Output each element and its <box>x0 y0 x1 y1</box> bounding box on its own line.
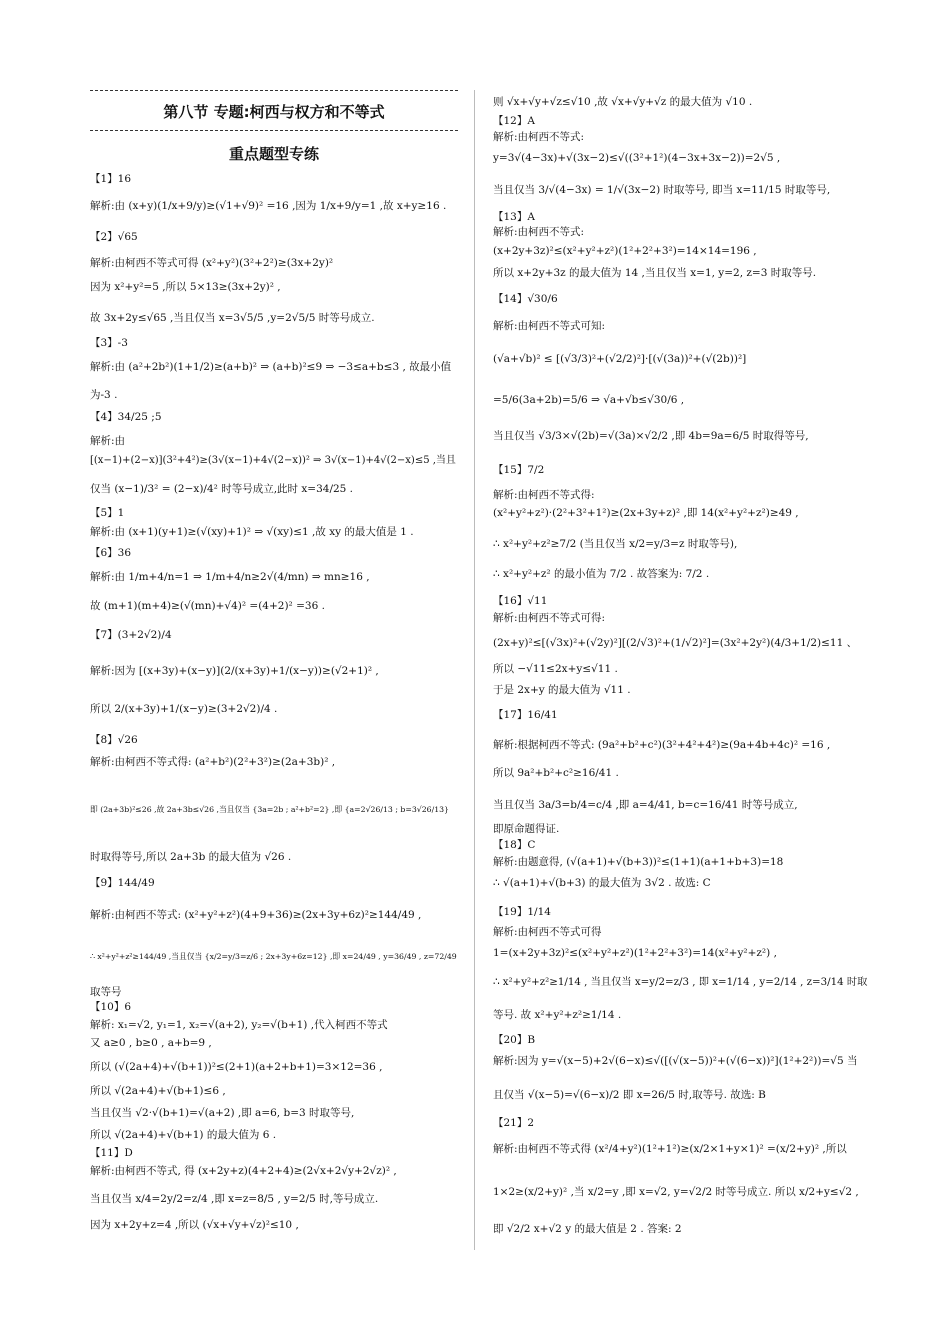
right-line-33: 解析:由柯西不等式可得 <box>493 926 602 938</box>
right-line-36: 等号. 故 x²+y²+z²≥1/14 . <box>493 1009 622 1021</box>
right-line-37: 【20】B <box>493 1034 536 1046</box>
left-line-36: 【11】D <box>90 1147 133 1159</box>
right-line-5: 【13】A <box>493 211 535 223</box>
left-line-9: 【4】34/25 ;5 <box>90 411 162 423</box>
right-line-39: 且仅当 √(x−5)=√(6−x)/2 即 x=26/5 时,取等号. 故选: B <box>493 1089 766 1101</box>
right-line-38: 解析:因为 y=√(x−5)+2√(6−x)≤√([(√(x−5))²+(√(6−x))²](1²+2²))=√5 当 <box>493 1055 858 1067</box>
right-line-22: 所以 −√11≤2x+y≤√11 . <box>493 663 618 675</box>
left-line-12: 仅当 (x−1)/3² = (2−x)/4² 时等号成立,此时 x=34/25 . <box>90 483 354 495</box>
left-line-37: 解析:由柯西不等式, 得 (x+2y+z)(4+2+4)≥(2√x+2√y+2√z)² , <box>90 1165 397 1177</box>
left-line-14: 解析:由 (x+1)(y+1)≥(√(xy)+1)² ⇒ √(xy)≤1 ,故 xy 的最大值是 1 . <box>90 526 414 538</box>
right-line-32: 【19】1/14 <box>493 906 551 918</box>
right-line-34: 1=(x+2y+3z)²≤(x²+y²+z²)(1²+2²+3²)=14(x²+y²+z²) , <box>493 947 777 959</box>
left-line-4: 因为 x²+y²=5 ,所以 5×13≥(3x+2y)² , <box>90 281 281 293</box>
section-title: 第八节 专题:柯西与权方和不等式 <box>163 103 385 121</box>
left-line-1: 解析:由 (x+y)(1/x+9/y)≥(√1+√9)² =16 ,因为 1/x+9/y=1 ,故 x+y≥16 . <box>90 200 447 212</box>
right-line-41: 解析:由柯西不等式得 (x²/4+y²)(1²+1²)≥(x/2×1+y×1)² =(x/2+y)² ,所以 <box>493 1143 847 1155</box>
left-line-29: 【10】6 <box>90 1001 132 1013</box>
left-line-23: 即 (2a+3b)²≤26 ,故 2a+3b≤√26 ,当且仅当 {3a=2b ; a²+b²=2} ,即 {a=2√26/13 ; b=3√26/13} <box>90 805 449 814</box>
left-line-3: 解析:由柯西不等式可得 (x²+y²)(3²+2²)≥(3x+2y)² <box>90 257 334 269</box>
right-line-8: 所以 x+2y+3z 的最大值为 14 ,当且仅当 x=1, y=2, z=3 时取等号. <box>493 267 817 279</box>
right-line-40: 【21】2 <box>493 1117 535 1129</box>
left-line-19: 解析:因为 [(x+3y)+(x−y)](2/(x+3y)+1/(x−y))≥(√2+1)² , <box>90 665 379 677</box>
left-line-2: 【2】√65 <box>90 231 138 243</box>
right-line-29: 【18】C <box>493 839 536 851</box>
left-line-30: 解析: x₁=√2, y₁=1, x₂=√(a+2), y₂=√(b+1) ,代入柯西不等式 <box>90 1019 388 1031</box>
left-line-26: 解析:由柯西不等式: (x²+y²+z²)(4+9+36)≥(2x+3y+6z)²≥144/49 , <box>90 909 422 921</box>
right-line-17: ∴ x²+y²+z²≥7/2 (当且仅当 x/2=y/3=z 时取等号), <box>493 538 738 550</box>
left-line-13: 【5】1 <box>90 507 125 519</box>
right-line-21: (2x+y)²≤[(√3x)²+(√2y)²][(2/√3)²+(1/√2)²]=(3x²+2y²)(4/3+1/2)≤11 、 <box>493 637 858 649</box>
right-line-19: 【16】√11 <box>493 595 548 607</box>
right-line-42: 1×2≥(x/2+y)² ,当 x/2=y ,即 x=√2, y=√2/2 时等号成立. 所以 x/2+y≤√2 , <box>493 1186 859 1198</box>
right-line-13: 当且仅当 √3/3×√(2b)=√(3a)×√2/2 ,即 4b=9a=6/5 时取得等号, <box>493 430 809 442</box>
left-line-32: 所以 (√(2a+4)+√(b+1))²≤(2+1)(a+2+b+1)=3×12=36 , <box>90 1061 383 1073</box>
left-line-34: 当且仅当 √2·√(b+1)=√(a+2) ,即 a=6, b=3 时取等号, <box>90 1107 355 1119</box>
right-line-16: (x²+y²+z²)·(2²+3²+1²)≥(2x+3y+z)² ,即 14(x²+y²+z²)≥49 , <box>493 507 799 519</box>
right-line-6: 解析:由柯西不等式: <box>493 226 585 238</box>
left-line-15: 【6】36 <box>90 547 132 559</box>
left-line-38: 当且仅当 x/4=2y/2=z/4 ,即 x=z=8/5 , y=2/5 时,等号成立. <box>90 1193 379 1205</box>
left-line-31: 又 a≥0 , b≥0 , a+b=9 , <box>90 1037 212 1049</box>
left-line-22: 解析:由柯西不等式得: (a²+b²)(2²+3²)≥(2a+3b)² , <box>90 756 336 768</box>
left-line-11: [(x−1)+(2−x)](3²+4²)≥(3√(x−1)+4√(2−x))² ⇒ 3√(x−1)+4√(2−x)≤5 ,当且 <box>90 455 456 466</box>
right-line-2: 解析:由柯西不等式: <box>493 131 585 143</box>
column-divider <box>474 90 475 1250</box>
right-line-43: 即 √2/2 x+√2 y 的最大值是 2 . 答案: 2 <box>493 1223 682 1235</box>
sub-title: 重点题型专练 <box>228 145 319 163</box>
left-line-21: 【8】√26 <box>90 734 138 746</box>
left-line-5: 故 3x+2y≤√65 ,当且仅当 x=3√5/5 ,y=2√5/5 时等号成立. <box>90 312 375 324</box>
left-line-39: 因为 x+2y+z=4 ,所以 (√x+√y+√z)²≤10 , <box>90 1219 299 1231</box>
left-line-17: 故 (m+1)(m+4)≥(√(mn)+√4)² =(4+2)² =36 . <box>90 600 325 612</box>
right-line-12: =5/6(3a+2b)=5/6 ⇒ √a+√b≤√30/6 , <box>493 394 685 406</box>
right-line-28: 即原命题得证. <box>493 823 560 835</box>
left-line-16: 解析:由 1/m+4/n=1 ⇒ 1/m+4/n≥2√(4/mn) ⇒ mn≥16 , <box>90 571 370 583</box>
right-line-9: 【14】√30/6 <box>493 293 558 305</box>
right-line-31: ∴ √(a+1)+√(b+3) 的最大值为 3√2 . 故选: C <box>493 877 711 889</box>
left-line-7: 解析:由 (a²+2b²)(1+1/2)≥(a+b)² ⇒ (a+b)²≤9 ⇒ −3≤a+b≤3 , 故最小值 <box>90 361 452 373</box>
left-line-10: 解析:由 <box>90 435 126 447</box>
right-line-3: y=3√(4−3x)+√(3x−2)≤√((3²+1²)(4−3x+3x−2))=2√5 , <box>493 152 781 164</box>
bottom-dashed-rule <box>90 130 458 131</box>
left-line-20: 所以 2/(x+3y)+1/(x−y)≥(3+2√2)/4 . <box>90 703 278 715</box>
right-line-11: (√a+√b)² ≤ [(√3/3)²+(√2/2)²]·[(√(3a))²+(√(2b))²] <box>493 353 747 365</box>
right-line-4: 当且仅当 3/√(4−3x) = 1/√(3x−2) 时取等号, 即当 x=11/15 时取等号, <box>493 184 831 196</box>
right-line-10: 解析:由柯西不等式可知: <box>493 320 606 332</box>
left-line-24: 时取得等号,所以 2a+3b 的最大值为 √26 . <box>90 851 292 863</box>
right-line-30: 解析:由题意得, (√(a+1)+√(b+3))²≤(1+1)(a+1+b+3)=18 <box>493 856 784 868</box>
left-line-0: 【1】16 <box>90 173 132 185</box>
left-line-28: 取等号 <box>90 986 122 998</box>
right-line-20: 解析:由柯西不等式可得: <box>493 612 606 624</box>
left-line-33: 所以 √(2a+4)+√(b+1)≤6 , <box>90 1085 226 1097</box>
left-line-8: 为-3 . <box>90 389 118 401</box>
right-line-24: 【17】16/41 <box>493 709 558 721</box>
left-line-6: 【3】-3 <box>90 337 128 349</box>
left-line-18: 【7】(3+2√2)/4 <box>90 629 172 641</box>
right-line-27: 当且仅当 3a/3=b/4=c/4 ,即 a=4/41, b=c=16/41 时等号成立, <box>493 799 798 811</box>
right-line-26: 所以 9a²+b²+c²≥16/41 . <box>493 767 619 779</box>
right-line-0: 则 √x+√y+√z≤√10 ,故 √x+√y+√z 的最大值为 √10 . <box>493 96 753 108</box>
right-line-1: 【12】A <box>493 115 535 127</box>
left-line-35: 所以 √(2a+4)+√(b+1) 的最大值为 6 . <box>90 1129 277 1141</box>
top-dashed-rule <box>90 90 458 91</box>
right-line-7: (x+2y+3z)²≤(x²+y²+z²)(1²+2²+3²)=14×14=196 , <box>493 245 757 257</box>
right-line-23: 于是 2x+y 的最大值为 √11 . <box>493 684 631 696</box>
right-line-18: ∴ x²+y²+z² 的最小值为 7/2 . 故答案为: 7/2 . <box>493 568 710 580</box>
left-line-25: 【9】144/49 <box>90 877 155 889</box>
right-line-15: 解析:由柯西不等式得: <box>493 489 595 501</box>
right-line-35: ∴ x²+y²+z²≥1/14 , 当且仅当 x=y/2=z/3 , 即 x=1/14 , y=2/14 , z=3/14 时取 <box>493 976 868 988</box>
right-line-14: 【15】7/2 <box>493 464 545 476</box>
right-line-25: 解析:根据柯西不等式: (9a²+b²+c²)(3²+4²+4²)≥(9a+4b+4c)² =16 , <box>493 739 831 751</box>
left-line-27: ∴ x²+y²+z²≥144/49 ,当且仅当 {x/2=y/3=z/6 ; 2x+3y+6z=12} ,即 x=24/49 , y=36/49 , z=72/49 <box>90 952 457 961</box>
